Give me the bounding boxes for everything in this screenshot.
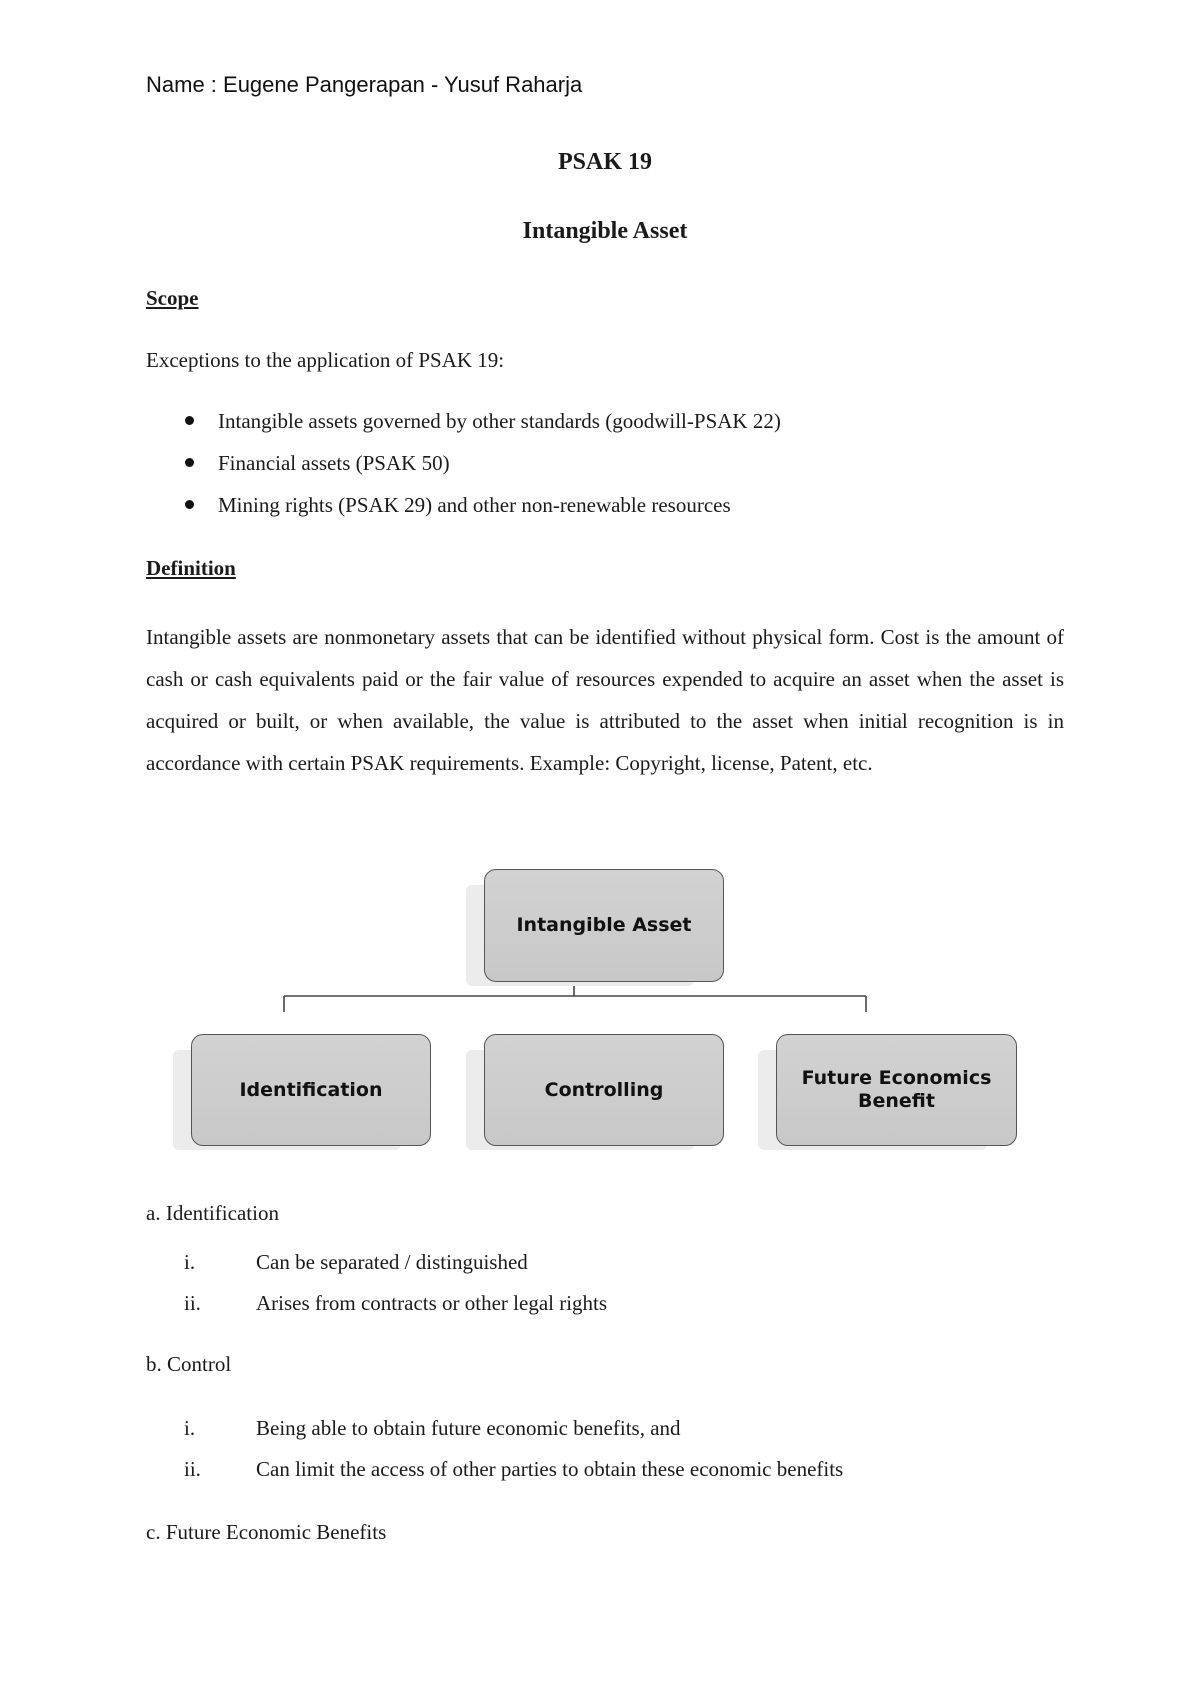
scope-heading: Scope bbox=[146, 286, 199, 310]
scope-intro: Exceptions to the application of PSAK 19: bbox=[146, 348, 505, 372]
bullet-icon bbox=[185, 416, 194, 425]
author-names: Name : Eugene Pangerapan - Yusuf Raharja bbox=[146, 72, 583, 97]
list-item bbox=[146, 492, 781, 534]
bullet-icon bbox=[185, 500, 194, 509]
document-subtitle: Intangible Asset bbox=[522, 218, 688, 244]
list-item-text: Arises from contracts or other legal rights bbox=[256, 1291, 608, 1315]
list-item-text: Can be separated / distinguished bbox=[256, 1250, 528, 1274]
list-item-text: Intangible assets governed by other standards (goodwill-PSAK 22) bbox=[218, 409, 781, 433]
list-item-number: i. bbox=[184, 1416, 196, 1440]
list-item-number: i. bbox=[184, 1250, 196, 1274]
diagram-node-future-benefit bbox=[776, 1034, 1017, 1146]
list-item-number: ii. bbox=[184, 1457, 201, 1481]
list-item bbox=[146, 408, 781, 450]
list-item-text: Can limit the access of other parties to obtain these economic benefits bbox=[256, 1457, 844, 1481]
list-item-number: ii. bbox=[184, 1291, 201, 1315]
section-a-title: a. Identification bbox=[146, 1201, 279, 1225]
diagram-root-node bbox=[484, 869, 724, 982]
list-item-text: Financial assets (PSAK 50) bbox=[218, 451, 450, 475]
diagram-node-label: Intangible Asset bbox=[516, 914, 692, 936]
diagram-node-identification bbox=[191, 1034, 431, 1146]
list-item-text: Being able to obtain future economic benefits, and bbox=[256, 1416, 681, 1440]
definition-paragraph: Intangible assets are nonmonetary assets that can be identified without physical form. Cost is the amount of cash or cash equivalents paid or the fair value of resources expended to acquire an asset when the asset is acquired or built, or when available, the value is attributed to the asset when initial recognition is in accordance with certain PSAK requirements. Example: Copyright, license, Patent, etc. bbox=[146, 625, 1064, 775]
diagram-node-label: Future Economics Benefit bbox=[801, 1067, 992, 1112]
section-b-title: b. Control bbox=[146, 1352, 232, 1376]
list-item-text: Mining rights (PSAK 29) and other non-renewable resources bbox=[218, 493, 731, 517]
diagram-node-label: Controlling bbox=[544, 1078, 664, 1101]
diagram-node-label: Identification bbox=[239, 1078, 383, 1101]
list-item bbox=[146, 450, 781, 492]
definition-heading: Definition bbox=[146, 556, 236, 580]
document-title: PSAK 19 bbox=[557, 149, 652, 175]
diagram-node-controlling bbox=[484, 1034, 724, 1146]
section-c-title: c. Future Economic Benefits bbox=[146, 1520, 387, 1544]
bullet-icon bbox=[185, 458, 194, 467]
scope-exceptions-list bbox=[146, 408, 781, 534]
